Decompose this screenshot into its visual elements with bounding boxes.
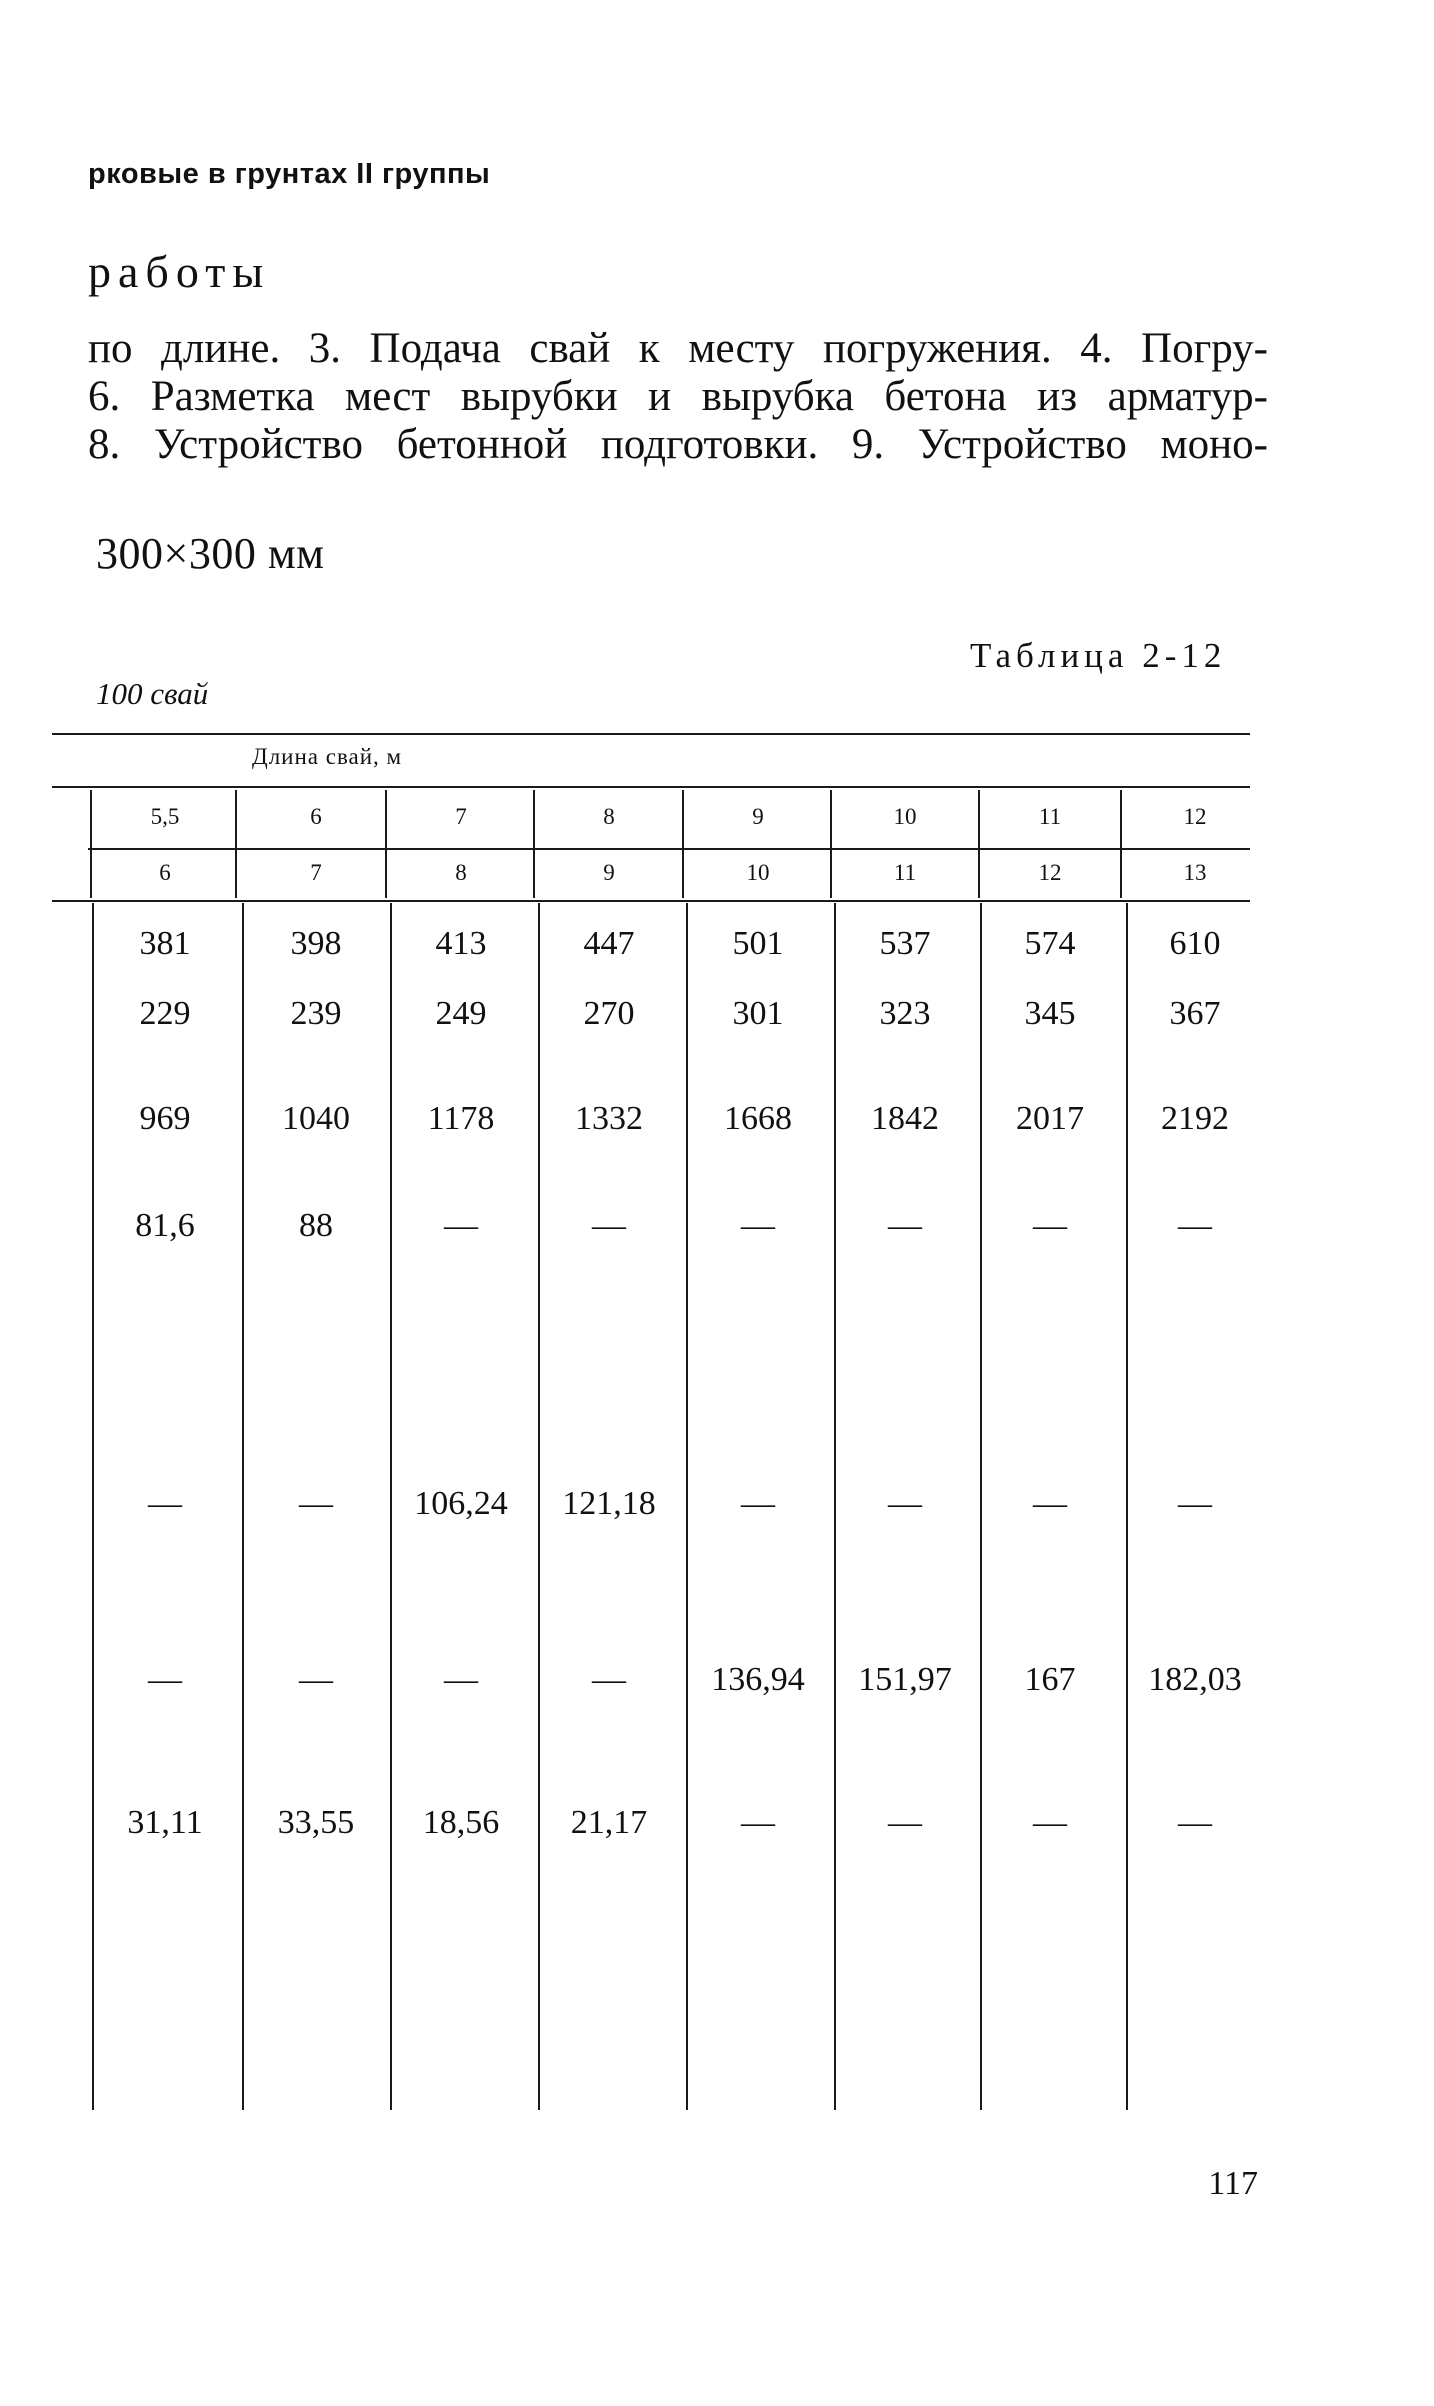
table-cell: — [1178,1804,1212,1841]
table-cell: 1842 [871,1100,939,1137]
header-column-separator [978,790,980,898]
table-cell: 447 [583,925,635,962]
table-cell: — [148,1661,182,1698]
table-cell: 2017 [1016,1100,1084,1137]
table-cell: 610 [1169,925,1221,962]
table-cell: 381 [139,925,191,962]
table-cell: 31,11 [127,1804,203,1841]
table-cell: — [741,1804,775,1841]
table-cell: 249 [435,995,487,1032]
table-cell: — [299,1485,333,1522]
table-cell: — [741,1207,775,1244]
table-cell: 969 [139,1100,191,1137]
table-cell: — [1178,1485,1212,1522]
table-cell: — [444,1207,478,1244]
column-number-header: 12 [1038,860,1062,885]
header-column-separator [830,790,832,898]
table-cell: — [299,1661,333,1698]
pile-length-header: 7 [455,804,467,829]
table-cell: 413 [435,925,487,962]
column-number-header: 11 [893,860,917,885]
header-column-separator [90,790,92,898]
header-column-separator [1120,790,1122,898]
header-column-separator [682,790,684,898]
table-cell: — [444,1661,478,1698]
table-cell: 301 [732,995,784,1032]
table-cell: 1668 [724,1100,792,1137]
column-number-header: 10 [746,860,770,885]
header-column-separator [533,790,535,898]
table-cell: 345 [1024,995,1076,1032]
table-cell: 270 [583,995,635,1032]
table-cell: 537 [879,925,931,962]
table-cell: — [1033,1485,1067,1522]
table-cell: 151,97 [858,1661,952,1698]
table-cell: 2192 [1161,1100,1229,1137]
table-cell: 1332 [575,1100,643,1137]
table-cell: 21,17 [570,1804,648,1841]
table-header-label: Длина свай, м [252,744,403,769]
column-number-header: 13 [1183,860,1207,885]
column-number-header: 8 [455,860,467,885]
table-cell: 574 [1024,925,1076,962]
length-row-rule [88,848,1250,850]
header-column-separator [385,790,387,898]
section-title: работы [88,246,271,297]
pile-length-header: 12 [1183,804,1207,829]
table-cell: — [741,1485,775,1522]
table-cell: — [1033,1207,1067,1244]
unit-label: 100 свай [96,676,209,711]
column-number-header: 6 [159,860,171,885]
table-cell: 33,55 [277,1804,355,1841]
table-cell: 323 [879,995,931,1032]
pile-length-header: 9 [752,804,764,829]
table-top-rule [52,733,1250,735]
table-cell: — [1178,1207,1212,1244]
body-text-line: 8. Устройство бетонной подготовки. 9. Устройство моно- [88,421,1268,468]
table-cell: 367 [1169,995,1221,1032]
column-number-header: 7 [310,860,322,885]
table-cell: 81,6 [135,1207,195,1244]
column-number-header: 9 [603,860,615,885]
table-cell: 398 [290,925,342,962]
running-head: рковые в грунтах II группы [88,158,491,190]
table-cell: 501 [732,925,784,962]
table-cell: 88 [299,1207,333,1244]
table-cell: — [1033,1804,1067,1841]
table-cell: 106,24 [414,1485,508,1522]
table-cell: — [592,1207,626,1244]
table-cell: 1040 [282,1100,350,1137]
pile-length-header: 10 [893,804,917,829]
table-cell: 239 [290,995,342,1032]
pile-length-header: 5,5 [150,804,180,829]
table-cell: — [148,1485,182,1522]
pile-length-header: 8 [603,804,615,829]
pile-length-header: 11 [1038,804,1062,829]
table-caption: Таблица 2-12 [970,636,1227,675]
pile-size-heading: 300×300 мм [96,529,325,578]
table-cell: 18,56 [422,1804,500,1841]
table-cell: — [888,1207,922,1244]
table-cell: — [592,1661,626,1698]
table-cell: 1178 [427,1100,495,1137]
body-text-line: по длине. 3. Подача свай к месту погружения. 4. Погру- [88,325,1268,372]
header-label-rule [52,786,1250,788]
table-cell: 229 [139,995,191,1032]
table-cell: — [888,1804,922,1841]
page-number: 117 [1208,2165,1258,2202]
table-cell: — [888,1485,922,1522]
table-cell: 136,94 [711,1661,805,1698]
header-column-separator [235,790,237,898]
pile-length-header: 6 [310,804,322,829]
table-cell: 167 [1024,1661,1076,1698]
body-text-line: 6. Разметка мест вырубки и вырубка бетона из арматур- [88,373,1268,420]
table-cell: 182,03 [1148,1661,1242,1698]
table-cell: 121,18 [562,1485,656,1522]
column-number-rule [52,900,1250,902]
